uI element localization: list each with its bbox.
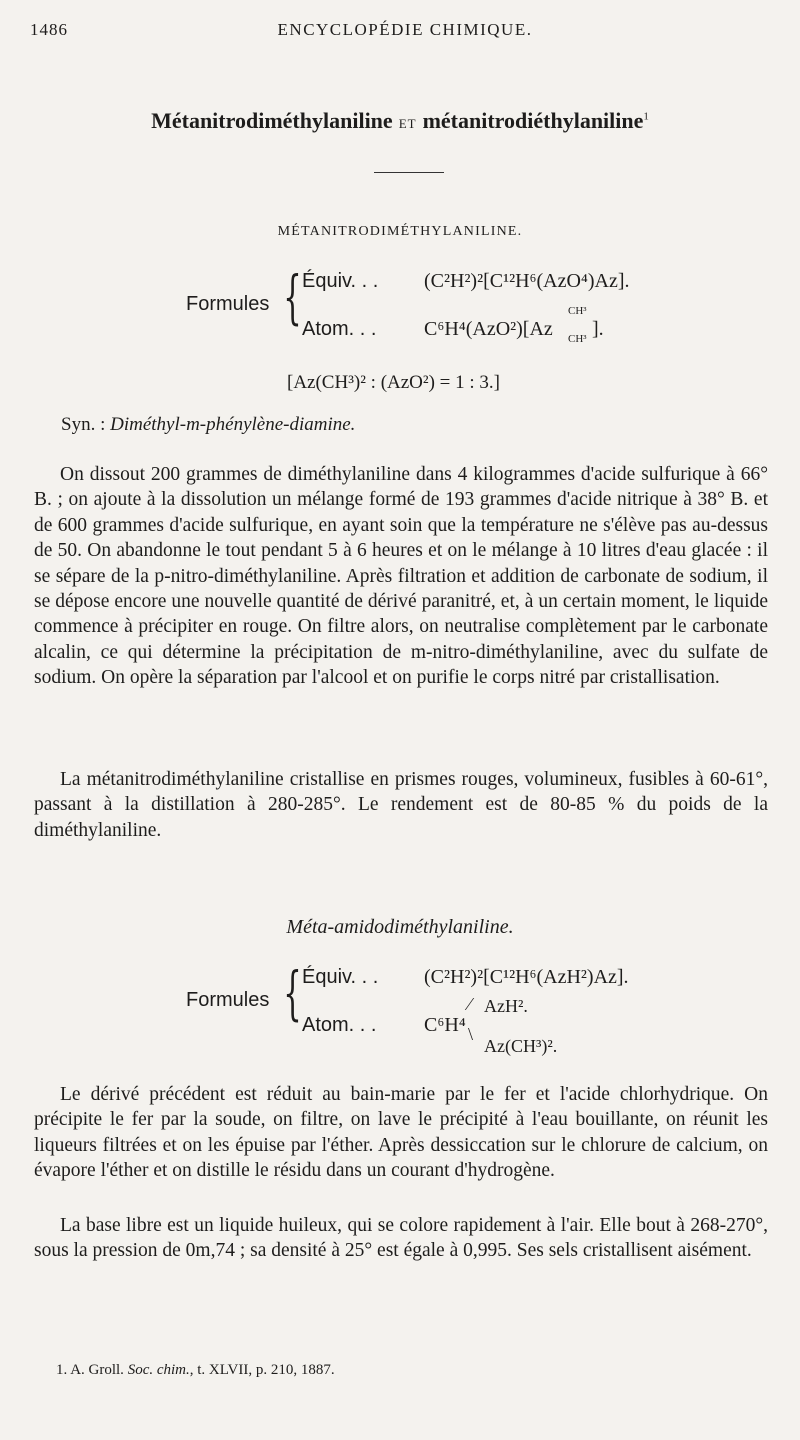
- atom-formula-end: ].: [592, 318, 604, 340]
- equiv-formula: (C²H²)²[C¹²H⁶(AzO⁴)Az].: [424, 270, 630, 292]
- running-header: [30, 20, 780, 50]
- equiv-formula-2: (C²H²)²[C¹²H⁶(AzH²)Az].: [424, 966, 629, 988]
- article-title: [0, 108, 800, 134]
- title-part-1: Métanitrodiméthylaniline: [151, 108, 393, 133]
- title-footnote-mark: 1: [643, 110, 649, 123]
- atom-formula: C⁶H⁴(AzO²)[Az: [424, 318, 553, 340]
- synonym-label: Syn. :: [61, 414, 106, 435]
- equiv-key-2: Équiv. . .: [302, 966, 379, 988]
- brace-icon: {: [283, 263, 302, 331]
- atom-key: Atom. . .: [302, 318, 377, 340]
- footnote: [56, 1362, 335, 1379]
- atom-formula-2: C⁶H⁴: [424, 1014, 466, 1036]
- page-number: 1486: [30, 20, 68, 39]
- paragraph-properties: La métanitrodiméthylaniline cristallise en prismes rouges, volumineux, fusibles à 60-61°, passant à la distillation à 280-285°. Le rendement est de 80-85 % du poids de la diméthylaniline.: [34, 769, 768, 841]
- atom-ch3-bottom: CH³: [568, 333, 587, 345]
- paragraph-base: La base libre est un liquide huileux, qui se colore rapidement à l'air. Elle bout à 268-270°, sous la pression de 0m,74 ; sa densité à 25° est égale à 0,995. Ses sels cristallisent aisément.: [34, 1215, 768, 1262]
- atom-ch3-top: CH³: [568, 305, 587, 317]
- atom-key-2: Atom. . .: [302, 1014, 377, 1036]
- branch-up-icon: ⁄: [468, 994, 472, 1014]
- title-rule: [374, 172, 444, 173]
- atom-branch-bottom: Az(CH³)².: [484, 1036, 558, 1056]
- synonym-line: [61, 414, 355, 436]
- title-part-2: métanitrodiéthylaniline: [422, 108, 644, 133]
- subsection-heading: Méta-amidodiméthylaniline.: [286, 916, 514, 938]
- ratio-line: [Az(CH³)² : (AzO²) = 1 : 3.]: [287, 372, 500, 393]
- brace-icon-2: {: [283, 959, 302, 1027]
- formula-label: Formules: [186, 293, 270, 315]
- footnote-ref: , t. XLVII, p. 210, 1887.: [189, 1362, 335, 1378]
- paragraph-reduction: Le dérivé précédent est réduit au bain-marie par le fer et l'acide chlorhydrique. On précipite le fer par la soude, on filtre, on lave le précipité à l'eau bouillante, on réunit les liqueurs filtrées et on les épuise par l'éther. Après dessiccation sur le chlorure de calcium, on évapore l'éther et on distille le résidu dans un courant d'hydrogène.: [34, 1084, 768, 1182]
- paragraph-preparation: On dissout 200 grammes de diméthylaniline dans 4 kilogrammes d'acide sulfurique à 66° B. ; on ajoute à la dissolution un mélange formé de 193 grammes d'acide nitrique à 38° B. et de 600 grammes d'acide sulfurique, en ayant soin que la température ne s'élève pas au-dessus de 50. On abandonne le tout pendant 5 à 6 heures et on le mélange à 10 litres d'eau glacée : il se sépare de la p-nitro-diméthylaniline. Après filtration et addition de carbonate de sodium, il se dépose encore une nouvelle quantité de dérivé paranitré, et, à un certain moment, le liquide commence à précipiter en rouge. On filtre alors, on neutralise complètement par le carbonate alcalin, ce qui détermine la précipitation de m-nitro-diméthylaniline, avec du sulfate de sodium. On opère la séparation par l'alcool et on purifie le corps nitré par cristallisation.: [34, 464, 768, 689]
- running-title: ENCYCLOPÉDIE CHIMIQUE.: [277, 20, 533, 39]
- branch-down-icon: \: [468, 1024, 474, 1044]
- footnote-author: A. Groll.: [70, 1362, 124, 1378]
- footnote-number: 1.: [56, 1362, 68, 1378]
- section-heading: MÉTANITRODIMÉTHYLANILINE.: [277, 224, 523, 239]
- formula-label-2: Formules: [186, 989, 270, 1011]
- synonym-value: Diméthyl-m-phénylène-diamine.: [110, 414, 356, 435]
- equiv-key: Équiv. . .: [302, 270, 379, 292]
- atom-branch-top: AzH².: [484, 996, 528, 1016]
- footnote-journal: Soc. chim.: [127, 1362, 190, 1378]
- title-conjunction: ET: [398, 116, 417, 131]
